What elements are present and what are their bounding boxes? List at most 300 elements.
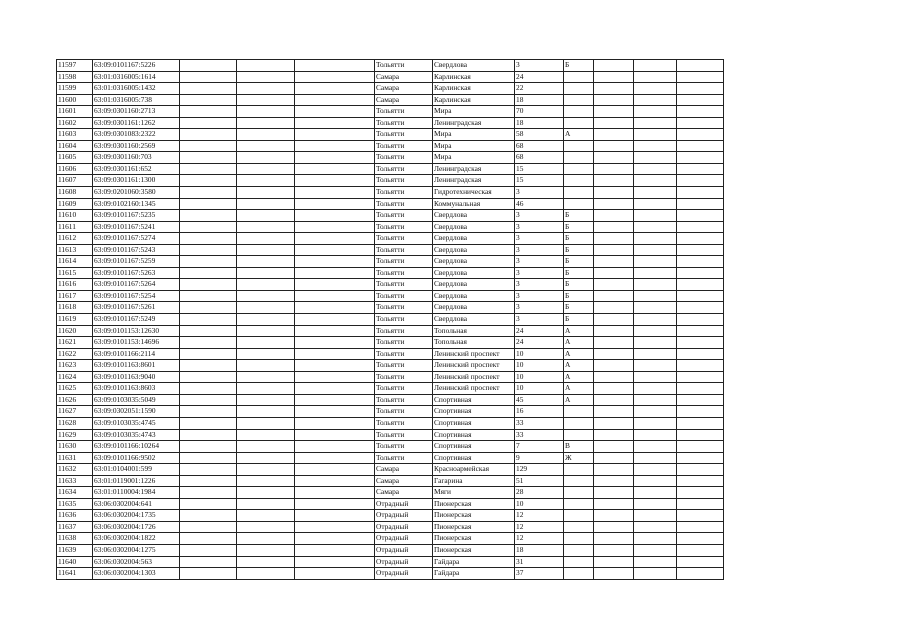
cell-empty (594, 337, 634, 349)
cell-empty (180, 394, 237, 406)
cell-house: 12 (515, 533, 564, 545)
cell-cadastral-number: 63:09:0301160:2713 (93, 106, 180, 118)
cell-city: Тольятти (375, 371, 433, 383)
cell-cadastral-number: 63:09:0201060:3580 (93, 187, 180, 199)
table-row (57, 302, 724, 314)
cell-empty (180, 348, 237, 360)
cell-letter (564, 106, 594, 118)
cell-empty (180, 487, 237, 499)
cell-house: 70 (515, 106, 564, 118)
cell-city: Отрадный (375, 498, 433, 510)
cell-cadastral-number: 63:01:0119001:1226 (93, 475, 180, 487)
cell-empty (237, 83, 295, 95)
cell-letter: А (564, 325, 594, 337)
cell-letter (564, 568, 594, 580)
cell-empty (677, 348, 724, 360)
table-row (57, 510, 724, 522)
cell-cadastral-number: 63:06:0302004:1726 (93, 521, 180, 533)
cell-empty (677, 544, 724, 556)
cell-row-number: 11612 (57, 233, 93, 245)
cell-house: 9 (515, 452, 564, 464)
cell-street: Ленинский проспект (433, 360, 515, 372)
cell-city: Самара (375, 487, 433, 499)
cell-empty (677, 429, 724, 441)
cell-house: 3 (515, 267, 564, 279)
cell-city: Тольятти (375, 337, 433, 349)
cell-empty (237, 279, 295, 291)
cell-empty (295, 406, 375, 418)
cell-empty (237, 175, 295, 187)
cell-letter (564, 498, 594, 510)
cell-city: Тольятти (375, 60, 433, 72)
cell-empty (295, 302, 375, 314)
cell-row-number: 11599 (57, 83, 93, 95)
table-row (57, 140, 724, 152)
cell-city: Тольятти (375, 129, 433, 141)
cell-house: 68 (515, 152, 564, 164)
cell-city: Тольятти (375, 106, 433, 118)
cell-empty (295, 452, 375, 464)
cell-row-number: 11640 (57, 556, 93, 568)
cell-empty (295, 429, 375, 441)
cell-empty (677, 233, 724, 245)
cell-street: Мяги (433, 487, 515, 499)
cell-empty (634, 498, 677, 510)
cell-house: 51 (515, 475, 564, 487)
cell-empty (295, 348, 375, 360)
cell-house: 3 (515, 314, 564, 326)
cell-empty (594, 475, 634, 487)
cell-row-number: 11613 (57, 244, 93, 256)
cell-empty (634, 510, 677, 522)
cell-empty (594, 140, 634, 152)
cell-empty (634, 533, 677, 545)
table-row (57, 83, 724, 95)
cell-street: Спортивная (433, 429, 515, 441)
cell-letter: Б (564, 302, 594, 314)
cell-street: Коммунальная (433, 198, 515, 210)
cell-street: Спортивная (433, 452, 515, 464)
cell-street: Пионерская (433, 521, 515, 533)
cell-row-number: 11627 (57, 406, 93, 418)
cell-empty (237, 383, 295, 395)
cell-empty (634, 406, 677, 418)
table-row (57, 233, 724, 245)
table-row (57, 94, 724, 106)
cell-empty (180, 60, 237, 72)
cell-letter: В (564, 441, 594, 453)
cell-street: Мира (433, 140, 515, 152)
cell-empty (677, 256, 724, 268)
cell-empty (634, 71, 677, 83)
cell-cadastral-number: 63:06:0302004:641 (93, 498, 180, 510)
cell-house: 68 (515, 140, 564, 152)
cell-letter (564, 556, 594, 568)
cell-letter: Б (564, 314, 594, 326)
cell-city: Отрадный (375, 510, 433, 522)
table-row (57, 198, 724, 210)
table-row (57, 267, 724, 279)
cell-empty (634, 117, 677, 129)
cell-empty (677, 152, 724, 164)
cell-empty (634, 475, 677, 487)
table-row (57, 106, 724, 118)
cell-empty (594, 244, 634, 256)
cell-house: 22 (515, 83, 564, 95)
table-row (57, 325, 724, 337)
cell-city: Самара (375, 83, 433, 95)
table-row (57, 60, 724, 72)
cell-empty (677, 244, 724, 256)
cell-empty (594, 267, 634, 279)
cell-row-number: 11619 (57, 314, 93, 326)
cell-cadastral-number: 63:09:0301160:2569 (93, 140, 180, 152)
cell-letter: Б (564, 221, 594, 233)
table-row (57, 290, 724, 302)
cell-empty (237, 71, 295, 83)
cell-empty (237, 325, 295, 337)
cell-row-number: 11610 (57, 210, 93, 222)
cell-letter: А (564, 371, 594, 383)
cell-empty (634, 464, 677, 476)
cell-street: Топольная (433, 337, 515, 349)
cell-empty (634, 210, 677, 222)
cell-street: Пионерская (433, 498, 515, 510)
cell-empty (594, 94, 634, 106)
cell-row-number: 11623 (57, 360, 93, 372)
cell-empty (594, 83, 634, 95)
cell-cadastral-number: 63:09:0101163:8601 (93, 360, 180, 372)
cell-empty (237, 198, 295, 210)
cell-empty (594, 117, 634, 129)
cell-row-number: 11638 (57, 533, 93, 545)
cell-letter (564, 544, 594, 556)
cell-letter: А (564, 383, 594, 395)
cell-house: 3 (515, 233, 564, 245)
cell-empty (180, 464, 237, 476)
cell-street: Ленинградская (433, 163, 515, 175)
cell-empty (295, 129, 375, 141)
cell-empty (295, 568, 375, 580)
cell-letter: А (564, 348, 594, 360)
cell-empty (594, 210, 634, 222)
cell-empty (295, 152, 375, 164)
cell-empty (237, 244, 295, 256)
cell-empty (634, 106, 677, 118)
table-row (57, 175, 724, 187)
cell-empty (180, 406, 237, 418)
cell-empty (677, 187, 724, 199)
table-row (57, 244, 724, 256)
cell-cadastral-number: 63:01:0316005:1614 (93, 71, 180, 83)
cell-empty (295, 290, 375, 302)
cell-empty (237, 267, 295, 279)
cell-empty (237, 510, 295, 522)
cell-street: Свердлова (433, 290, 515, 302)
cell-house: 7 (515, 441, 564, 453)
cell-empty (295, 198, 375, 210)
cell-row-number: 11641 (57, 568, 93, 580)
table-row (57, 348, 724, 360)
cell-empty (634, 94, 677, 106)
cell-empty (677, 325, 724, 337)
cell-empty (237, 106, 295, 118)
cell-empty (180, 533, 237, 545)
cell-empty (634, 429, 677, 441)
cell-empty (634, 60, 677, 72)
cell-empty (594, 129, 634, 141)
cell-house: 33 (515, 417, 564, 429)
cell-street: Свердлова (433, 314, 515, 326)
cell-empty (237, 314, 295, 326)
cell-empty (634, 314, 677, 326)
cell-empty (237, 117, 295, 129)
cell-empty (677, 163, 724, 175)
table-row (57, 117, 724, 129)
cell-empty (295, 314, 375, 326)
cell-city: Отрадный (375, 556, 433, 568)
cell-cadastral-number: 63:09:0101167:5261 (93, 302, 180, 314)
cell-empty (237, 568, 295, 580)
cell-cadastral-number: 63:09:0101153:12630 (93, 325, 180, 337)
cell-empty (237, 348, 295, 360)
cell-letter: Б (564, 244, 594, 256)
cell-empty (634, 152, 677, 164)
cell-empty (295, 267, 375, 279)
table-row (57, 441, 724, 453)
cell-empty (237, 290, 295, 302)
cell-cadastral-number: 63:09:0101167:5243 (93, 244, 180, 256)
cell-empty (295, 441, 375, 453)
table-row (57, 152, 724, 164)
cell-city: Самара (375, 71, 433, 83)
cell-empty (295, 556, 375, 568)
cell-street: Ленинградская (433, 117, 515, 129)
cell-city: Тольятти (375, 210, 433, 222)
cell-empty (634, 163, 677, 175)
cell-cadastral-number: 63:06:0302004:1735 (93, 510, 180, 522)
cell-empty (634, 521, 677, 533)
cell-empty (677, 452, 724, 464)
cell-row-number: 11606 (57, 163, 93, 175)
cell-cadastral-number: 63:09:0101167:5264 (93, 279, 180, 291)
cell-street: Ленинградская (433, 175, 515, 187)
table-row (57, 221, 724, 233)
cell-row-number: 11618 (57, 302, 93, 314)
cell-city: Тольятти (375, 452, 433, 464)
cell-empty (634, 394, 677, 406)
cell-city: Тольятти (375, 417, 433, 429)
cell-letter (564, 117, 594, 129)
cell-empty (237, 498, 295, 510)
cell-cadastral-number: 63:09:0103035:5049 (93, 394, 180, 406)
cell-row-number: 11607 (57, 175, 93, 187)
cell-empty (677, 106, 724, 118)
cell-row-number: 11598 (57, 71, 93, 83)
cell-cadastral-number: 63:09:0301161:1262 (93, 117, 180, 129)
cell-street: Гидротехническая (433, 187, 515, 199)
cell-empty (295, 256, 375, 268)
cell-empty (237, 544, 295, 556)
table-row (57, 129, 724, 141)
cell-street: Мира (433, 152, 515, 164)
cell-empty (295, 498, 375, 510)
cell-row-number: 11608 (57, 187, 93, 199)
cell-empty (180, 325, 237, 337)
cell-house: 37 (515, 568, 564, 580)
cell-letter (564, 152, 594, 164)
cell-house: 58 (515, 129, 564, 141)
cell-cadastral-number: 63:09:0301161:1300 (93, 175, 180, 187)
cell-house: 12 (515, 521, 564, 533)
cell-row-number: 11630 (57, 441, 93, 453)
cell-empty (237, 163, 295, 175)
cell-house: 10 (515, 348, 564, 360)
cell-street: Свердлова (433, 279, 515, 291)
cell-house: 28 (515, 487, 564, 499)
cell-street: Свердлова (433, 267, 515, 279)
cell-street: Пионерская (433, 533, 515, 545)
cell-house: 129 (515, 464, 564, 476)
cell-letter: Б (564, 233, 594, 245)
cell-empty (634, 290, 677, 302)
cell-empty (180, 221, 237, 233)
cell-empty (295, 475, 375, 487)
table-row (57, 475, 724, 487)
cell-letter (564, 163, 594, 175)
cell-empty (594, 406, 634, 418)
cell-letter: Б (564, 279, 594, 291)
cell-cadastral-number: 63:09:0101166:2114 (93, 348, 180, 360)
table-row (57, 521, 724, 533)
cell-empty (594, 163, 634, 175)
cell-empty (180, 521, 237, 533)
cell-empty (180, 129, 237, 141)
cell-empty (634, 568, 677, 580)
cell-empty (295, 71, 375, 83)
cell-empty (634, 325, 677, 337)
cell-empty (594, 371, 634, 383)
cell-house: 24 (515, 337, 564, 349)
cell-empty (237, 533, 295, 545)
cell-empty (237, 152, 295, 164)
cell-row-number: 11620 (57, 325, 93, 337)
table-row (57, 210, 724, 222)
cell-empty (594, 71, 634, 83)
cell-row-number: 11600 (57, 94, 93, 106)
cell-house: 3 (515, 60, 564, 72)
cell-empty (237, 129, 295, 141)
cell-empty (237, 60, 295, 72)
cell-cadastral-number: 63:09:0102160:1345 (93, 198, 180, 210)
cell-empty (677, 83, 724, 95)
table-row (57, 337, 724, 349)
cell-empty (237, 371, 295, 383)
cell-empty (677, 94, 724, 106)
cell-letter: Б (564, 60, 594, 72)
cell-empty (180, 371, 237, 383)
cell-empty (237, 210, 295, 222)
cell-empty (594, 279, 634, 291)
cell-cadastral-number: 63:09:0101167:5274 (93, 233, 180, 245)
cell-empty (295, 83, 375, 95)
cell-empty (677, 290, 724, 302)
cell-empty (237, 187, 295, 199)
cell-empty (180, 198, 237, 210)
cell-house: 31 (515, 556, 564, 568)
table-row (57, 406, 724, 418)
cell-row-number: 11597 (57, 60, 93, 72)
cell-empty (237, 417, 295, 429)
cell-cadastral-number: 63:09:0101163:8603 (93, 383, 180, 395)
cell-cadastral-number: 63:06:0302004:1303 (93, 568, 180, 580)
cell-empty (295, 533, 375, 545)
table-row (57, 568, 724, 580)
cell-city: Тольятти (375, 175, 433, 187)
cell-empty (594, 521, 634, 533)
cell-empty (677, 521, 724, 533)
cell-empty (594, 360, 634, 372)
cell-empty (295, 394, 375, 406)
cell-letter: А (564, 360, 594, 372)
cell-letter (564, 510, 594, 522)
table-row (57, 544, 724, 556)
cell-empty (180, 452, 237, 464)
table-row (57, 256, 724, 268)
cell-empty (677, 406, 724, 418)
table-row (57, 163, 724, 175)
cell-empty (677, 383, 724, 395)
table-row (57, 314, 724, 326)
cell-street: Гагарина (433, 475, 515, 487)
cell-row-number: 11602 (57, 117, 93, 129)
cell-empty (634, 279, 677, 291)
cell-empty (237, 475, 295, 487)
cell-empty (634, 360, 677, 372)
cell-city: Тольятти (375, 221, 433, 233)
cell-letter (564, 83, 594, 95)
cell-empty (180, 279, 237, 291)
cell-empty (677, 140, 724, 152)
cell-empty (634, 83, 677, 95)
table-row (57, 371, 724, 383)
cell-empty (594, 106, 634, 118)
cell-empty (180, 267, 237, 279)
cell-street: Свердлова (433, 302, 515, 314)
cell-empty (677, 475, 724, 487)
cell-row-number: 11637 (57, 521, 93, 533)
cell-empty (180, 152, 237, 164)
cell-empty (295, 279, 375, 291)
cell-empty (634, 417, 677, 429)
cell-empty (594, 452, 634, 464)
cell-letter: А (564, 129, 594, 141)
cell-empty (295, 210, 375, 222)
cell-empty (295, 383, 375, 395)
cell-empty (180, 94, 237, 106)
cell-house: 46 (515, 198, 564, 210)
cell-house: 12 (515, 510, 564, 522)
cell-letter: Ж (564, 452, 594, 464)
cell-empty (634, 187, 677, 199)
cell-empty (180, 106, 237, 118)
cell-cadastral-number: 63:09:0301160:703 (93, 152, 180, 164)
cell-row-number: 11628 (57, 417, 93, 429)
cell-letter (564, 487, 594, 499)
cell-empty (295, 371, 375, 383)
cell-cadastral-number: 63:09:0101163:9040 (93, 371, 180, 383)
cell-empty (237, 521, 295, 533)
